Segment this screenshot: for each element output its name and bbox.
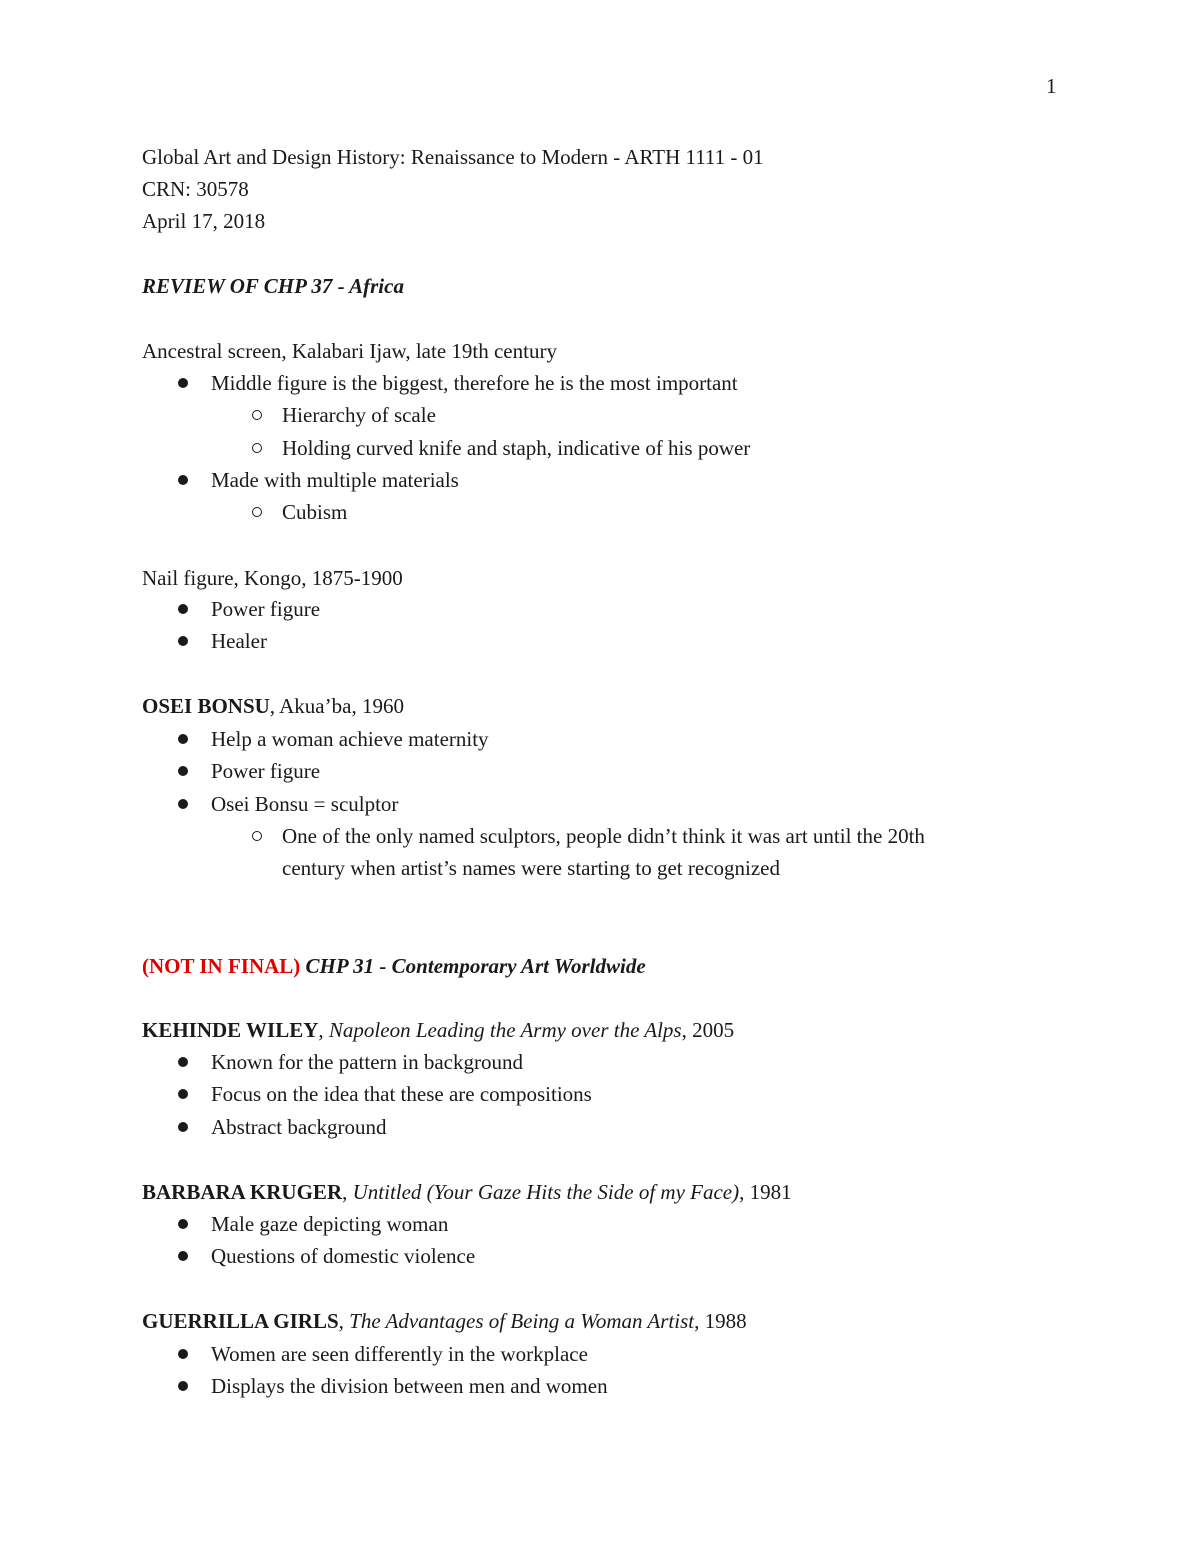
bullet-dot-icon <box>178 734 188 744</box>
bullet-dot-icon <box>178 1089 188 1099</box>
hollow-bullet-icon <box>252 443 262 453</box>
bullet-dot-icon <box>178 1219 188 1229</box>
bullet-dot-icon <box>178 378 188 388</box>
page-number: 1 <box>1046 74 1057 98</box>
hollow-bullet-icon <box>252 410 262 420</box>
document-page: 1 Global Art and Design History: Renaissance to Modern - ARTH 1111 - 01 CRN: 30578 April 17, 2018 REVIEW OF CHP 37 - Africa Ancestral screen, Kalabari Ijaw, late 19th century Middle figure is the biggest, therefore he is the most important Hierarchy of scale Holding curved knife and staph, indicative of his power Made with multiple materials Cubism Nail figure, Kongo, 1875-1900 Power figure Healer OSEI BONSU, Akua’ba, 1960 Help a woman achieve maternity Power figure Osei Bonsu = sculptor One of the only named sculptors, people didn’t think it was art until the 20th century when artist’s names were starting to get recognized (NOT IN FINAL) CHP 31 - Contemporary Art Worldwide KEHINDE WILEY, Napoleon Leading the Army over the Alps, 2005 Known for the pattern in background Focus on the idea that these are compositions Abstract background BARBARA KRUGER, Untitled (Your Gaze Hits the Side of my Face), 1981 Male gaze depicting woman Questions of domestic violence GUERRILLA GIRLS, The Advantages of Being a Woman Artist, 1988 Women are seen differently in the workplace Displays the division between men and women <box>142 74 1057 1398</box>
course-title: Global Art and Design History: Renaissance to Modern - ARTH 1111 - 01 <box>142 145 764 169</box>
bullet-dot-icon <box>178 604 188 614</box>
bullet-dot-icon <box>178 766 188 776</box>
section-heading-africa: REVIEW OF CHP 37 - Africa <box>142 274 404 298</box>
work-title-napoleon: KEHINDE WILEY, Napoleon Leading the Army over the Alps, 2005 <box>142 1018 735 1042</box>
bullet-dot-icon <box>178 1349 188 1359</box>
work-title-ancestral-screen: Ancestral screen, Kalabari Ijaw, late 19th century <box>142 339 557 363</box>
bullet-dot-icon <box>178 1122 188 1132</box>
section-heading-contemporary: (NOT IN FINAL) CHP 31 - Contemporary Art Worldwide <box>142 954 646 978</box>
bullet-dot-icon <box>178 1251 188 1261</box>
hollow-bullet-icon <box>252 507 262 517</box>
not-in-final-flag: (NOT IN FINAL) <box>142 954 301 978</box>
crn-line: CRN: 30578 <box>142 177 249 201</box>
hollow-bullet-icon <box>252 831 262 841</box>
sub-bullet-continuation: century when artist’s names were starting to get recognized <box>282 856 780 880</box>
bullet-dot-icon <box>178 799 188 809</box>
work-title-advantages: GUERRILLA GIRLS, The Advantages of Being a Woman Artist, 1988 <box>142 1309 747 1333</box>
work-title-akuaba: OSEI BONSU, Akua’ba, 1960 <box>142 694 404 718</box>
bullet-dot-icon <box>178 1381 188 1391</box>
bullet-dot-icon <box>178 475 188 485</box>
work-title-untitled: BARBARA KRUGER, Untitled (Your Gaze Hits the Side of my Face), 1981 <box>142 1180 792 1204</box>
bullet-dot-icon <box>178 636 188 646</box>
date-line: April 17, 2018 <box>142 209 266 233</box>
work-title-nail-figure: Nail figure, Kongo, 1875-1900 <box>142 566 403 590</box>
bullet-dot-icon <box>178 1057 188 1067</box>
